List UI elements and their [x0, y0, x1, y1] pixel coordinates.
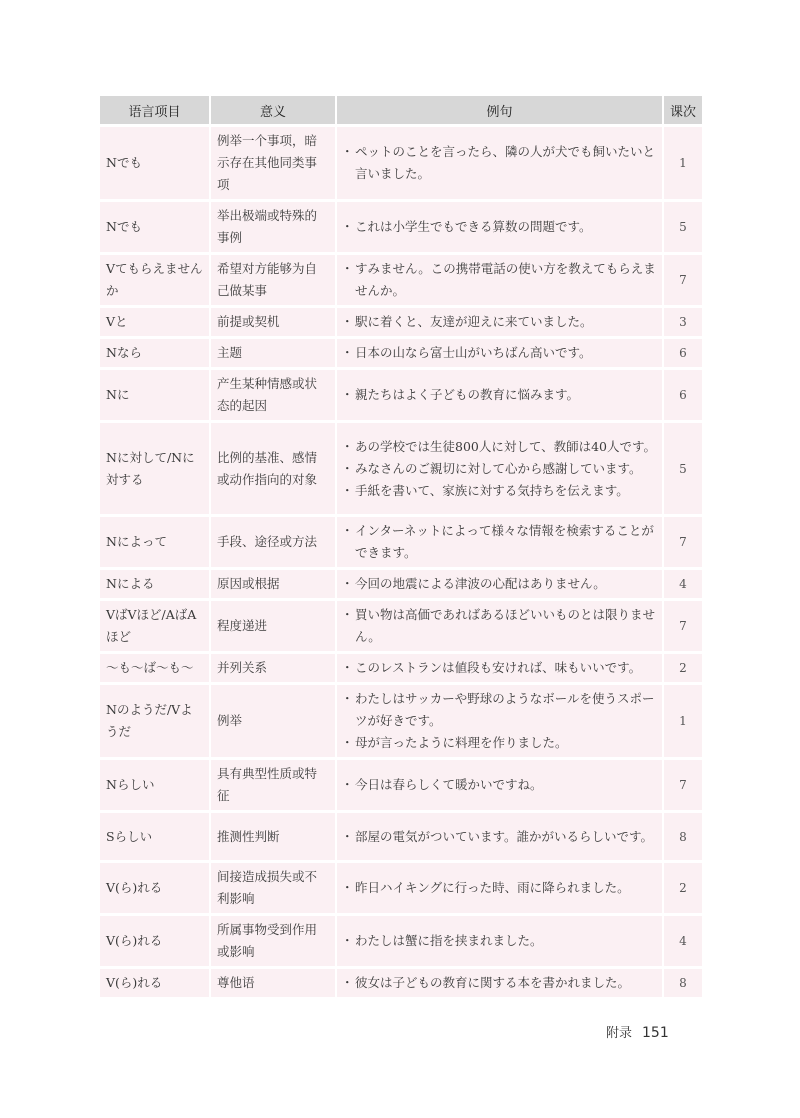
- bullet-icon: ・: [341, 933, 354, 948]
- example-sentence: [341, 216, 656, 238]
- example-text: 部屋の電気がついています。誰かがいるらしいです。: [355, 828, 654, 844]
- cell-example: [336, 812, 663, 862]
- example-sentence: [341, 458, 656, 480]
- cell-lesson: 2: [663, 862, 703, 915]
- example-sentence: [341, 930, 656, 952]
- table-row: [100, 516, 703, 569]
- example-text: インターネットによって様々な情報を検索することができます。: [355, 523, 654, 560]
- example-sentence: [341, 774, 656, 796]
- table-row: [100, 812, 703, 862]
- cell-lesson: 1: [663, 684, 703, 759]
- example-text: わたしは蟹に指を挟まれました。: [355, 933, 543, 948]
- cell-item: V(ら)れる: [100, 915, 210, 968]
- cell-meaning: 前提或契机: [210, 307, 336, 338]
- example-sentence: [341, 604, 656, 648]
- cell-example: [336, 516, 663, 569]
- bullet-icon: ・: [341, 660, 354, 675]
- cell-lesson: 4: [663, 569, 703, 600]
- cell-example: [336, 968, 663, 999]
- cell-lesson: 8: [663, 812, 703, 862]
- cell-example: [336, 338, 663, 369]
- cell-meaning: 例举一个事项，暗示存在其他同类事项: [210, 126, 336, 201]
- bullet-icon: ・: [341, 482, 354, 498]
- example-sentence: [341, 688, 656, 732]
- cell-lesson: 5: [663, 422, 703, 516]
- example-sentence: [341, 436, 656, 458]
- cell-meaning: 比例的基准、感情或动作指向的对象: [210, 422, 336, 516]
- cell-item: Nなら: [100, 338, 210, 369]
- example-sentence: [341, 258, 656, 302]
- table-row: [100, 369, 703, 422]
- example-sentence: [341, 732, 656, 754]
- table-row: [100, 653, 703, 684]
- cell-meaning: 希望对方能够为自己做某事: [210, 254, 336, 307]
- page-number: 151: [642, 1025, 669, 1041]
- example-text: 日本の山なら富士山がいちばん高いです。: [355, 345, 592, 360]
- cell-lesson: 7: [663, 254, 703, 307]
- cell-example: [336, 653, 663, 684]
- cell-lesson: 5: [663, 201, 703, 254]
- bullet-icon: ・: [341, 523, 354, 538]
- example-text: わたしはサッカーや野球のようなボールを使うスポーツが好きです。: [355, 691, 655, 728]
- table-row: [100, 307, 703, 338]
- cell-lesson: 7: [663, 516, 703, 569]
- example-sentence: [341, 826, 656, 848]
- example-sentence: [341, 573, 656, 595]
- example-text: 今日は春らしくて暖かいですね。: [355, 777, 543, 792]
- cell-meaning: 手段、途径或方法: [210, 516, 336, 569]
- example-text: あの学校では生徒800人に対して、教師は40人です。: [355, 438, 657, 454]
- cell-item: Nでも: [100, 201, 210, 254]
- table-row: [100, 126, 703, 201]
- table-row: [100, 915, 703, 968]
- footer-label: 附录: [606, 1026, 633, 1041]
- header-lesson: 课次: [663, 96, 703, 126]
- cell-item: V(ら)れる: [100, 862, 210, 915]
- bullet-icon: ・: [341, 607, 354, 622]
- cell-example: [336, 600, 663, 653]
- example-text: これは小学生でもできる算数の問題です。: [355, 219, 592, 234]
- bullet-icon: ・: [341, 314, 354, 329]
- bullet-icon: ・: [341, 219, 354, 234]
- table-row: [100, 338, 703, 369]
- example-sentence: [341, 877, 656, 899]
- table-row: [100, 201, 703, 254]
- header-example: 例句: [336, 96, 663, 126]
- example-text: 昨日ハイキングに行った時、雨に降られました。: [355, 880, 630, 895]
- table-row: [100, 759, 703, 812]
- cell-item: Nによって: [100, 516, 210, 569]
- example-text: 母が言ったように料理を作りました。: [355, 735, 568, 750]
- example-text: 今回の地震による津波の心配はありません。: [355, 576, 606, 591]
- cell-lesson: 8: [663, 968, 703, 999]
- table-body: [100, 126, 703, 999]
- grammar-table: [100, 96, 704, 1000]
- cell-example: [336, 569, 663, 600]
- bullet-icon: ・: [341, 828, 354, 844]
- bullet-icon: ・: [341, 460, 354, 476]
- cell-meaning: 具有典型性质或特征: [210, 759, 336, 812]
- table-row: [100, 684, 703, 759]
- example-text: すみません。この携帯電話の使い方を教えてもらえませんか。: [355, 261, 656, 298]
- cell-item: Nらしい: [100, 759, 210, 812]
- table-header-row: [100, 96, 703, 126]
- cell-lesson: 7: [663, 759, 703, 812]
- table-row: [100, 600, 703, 653]
- example-text: 駅に着くと、友達が迎えに来ていました。: [355, 314, 593, 329]
- bullet-icon: ・: [341, 387, 354, 402]
- cell-item: Nのようだ/Vようだ: [100, 684, 210, 759]
- cell-meaning: 例举: [210, 684, 336, 759]
- example-text: 親たちはよく子どもの教育に悩みます。: [355, 387, 580, 402]
- table-row: [100, 422, 703, 516]
- cell-item: Nによる: [100, 569, 210, 600]
- cell-lesson: 6: [663, 338, 703, 369]
- bullet-icon: ・: [341, 975, 354, 990]
- example-sentence: [341, 384, 656, 406]
- page-footer: [606, 1022, 669, 1041]
- bullet-icon: ・: [341, 777, 354, 792]
- example-text: このレストランは値段も安ければ、味もいいです。: [355, 660, 642, 675]
- bullet-icon: ・: [341, 735, 354, 750]
- cell-lesson: 7: [663, 600, 703, 653]
- example-sentence: [341, 480, 656, 502]
- cell-meaning: 并列关系: [210, 653, 336, 684]
- example-sentence: [341, 657, 656, 679]
- example-text: ペットのことを言ったら、隣の人が犬でも飼いたいと言いました。: [355, 144, 656, 181]
- cell-example: [336, 254, 663, 307]
- cell-item: Nに対して/Nに対する: [100, 422, 210, 516]
- bullet-icon: ・: [341, 345, 354, 360]
- table-row: [100, 862, 703, 915]
- cell-lesson: 1: [663, 126, 703, 201]
- cell-example: [336, 862, 663, 915]
- cell-meaning: 间接造成损失或不利影响: [210, 862, 336, 915]
- cell-meaning: 原因或根据: [210, 569, 336, 600]
- cell-item: Vと: [100, 307, 210, 338]
- cell-meaning: 推测性判断: [210, 812, 336, 862]
- cell-meaning: 尊他语: [210, 968, 336, 999]
- bullet-icon: ・: [341, 261, 354, 276]
- cell-item: Nに: [100, 369, 210, 422]
- example-sentence: [341, 342, 656, 364]
- table-row: [100, 968, 703, 999]
- cell-lesson: 3: [663, 307, 703, 338]
- example-sentence: [341, 311, 656, 333]
- cell-meaning: 产生某种情感或状态的起因: [210, 369, 336, 422]
- cell-item: Nでも: [100, 126, 210, 201]
- bullet-icon: ・: [341, 144, 354, 159]
- bullet-icon: ・: [341, 691, 354, 706]
- cell-item: Vてもらえませんか: [100, 254, 210, 307]
- header-item: 语言项目: [100, 96, 210, 126]
- cell-lesson: 4: [663, 915, 703, 968]
- example-text: 彼女は子どもの教育に関する本を書かれました。: [355, 975, 631, 990]
- cell-meaning: 所属事物受到作用或影响: [210, 915, 336, 968]
- bullet-icon: ・: [341, 576, 354, 591]
- cell-example: [336, 684, 663, 759]
- cell-item: V(ら)れる: [100, 968, 210, 999]
- grammar-table-wrapper: [100, 96, 703, 1000]
- bullet-icon: ・: [341, 880, 354, 895]
- cell-item: VばVほど/AばAほど: [100, 600, 210, 653]
- cell-example: [336, 915, 663, 968]
- cell-example: [336, 201, 663, 254]
- cell-meaning: 程度递进: [210, 600, 336, 653]
- example-sentence: [341, 520, 656, 564]
- cell-item: ～も～ば～も～: [100, 653, 210, 684]
- table-row: [100, 254, 703, 307]
- cell-example: [336, 422, 663, 516]
- example-sentence: [341, 972, 656, 994]
- header-meaning: 意义: [210, 96, 336, 126]
- cell-meaning: 举出极端或特殊的事例: [210, 201, 336, 254]
- example-text: 買い物は高価であればあるほどいいものとは限りません。: [355, 607, 656, 644]
- cell-lesson: 2: [663, 653, 703, 684]
- example-text: 手紙を書いて、家族に対する気持ちを伝えます。: [355, 482, 629, 498]
- example-text: みなさんのご親切に対して心から感謝しています。: [355, 460, 642, 476]
- example-sentence: [341, 141, 656, 185]
- cell-example: [336, 126, 663, 201]
- cell-meaning: 主题: [210, 338, 336, 369]
- bullet-icon: ・: [341, 438, 354, 454]
- cell-lesson: 6: [663, 369, 703, 422]
- table-row: [100, 569, 703, 600]
- cell-example: [336, 369, 663, 422]
- cell-example: [336, 307, 663, 338]
- cell-item: Sらしい: [100, 812, 210, 862]
- cell-example: [336, 759, 663, 812]
